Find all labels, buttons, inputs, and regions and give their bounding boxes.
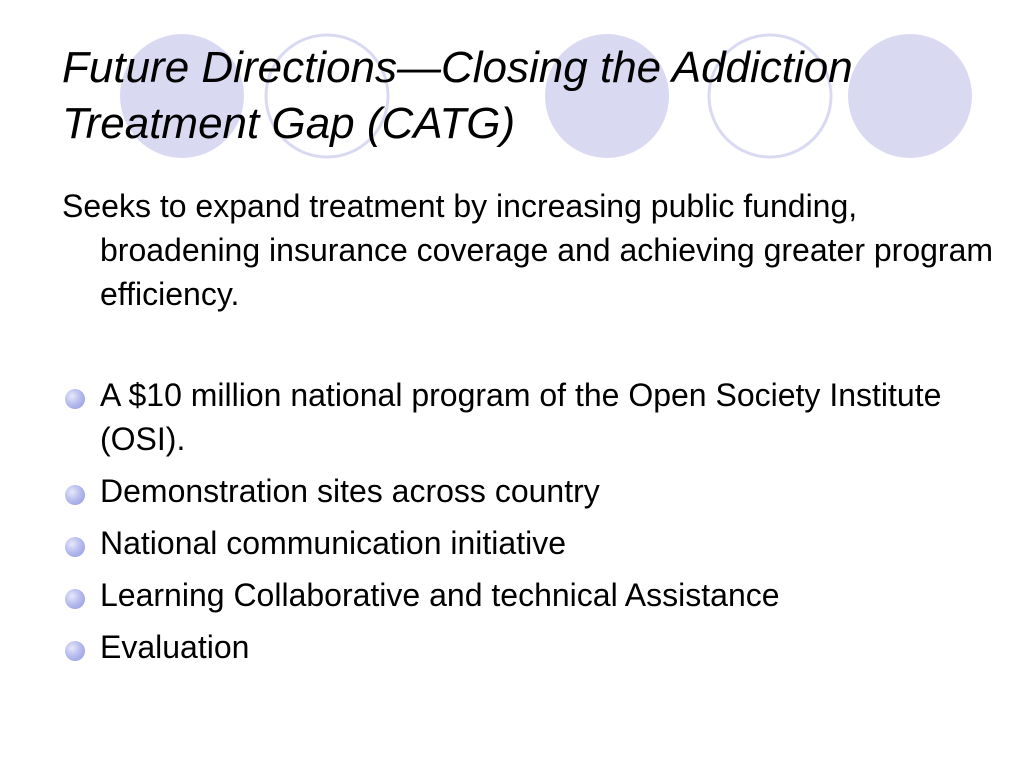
bullet-icon <box>65 537 85 557</box>
bullet-icon <box>65 641 85 661</box>
slide-title-line: Future Directions—Closing the Addiction <box>62 43 853 92</box>
bullet-item <box>62 521 1002 565</box>
bullet-icon <box>65 389 85 409</box>
bullet-item <box>62 625 1002 669</box>
intro-paragraph: Seeks to expand treatment by increasing public funding, broadening insurance coverage and achieving greater program efficiency. <box>62 188 994 312</box>
bullet-icon <box>65 589 85 609</box>
bullet-text: Evaluation <box>100 629 250 665</box>
bullet-text: Demonstration sites across country <box>100 473 600 509</box>
bullet-item <box>62 373 1002 461</box>
slide-title <box>62 40 1002 152</box>
slide-title-line: Treatment Gap (CATG) <box>62 99 516 148</box>
bullet-item <box>62 469 1002 513</box>
bullet-icon <box>65 485 85 505</box>
bullet-item <box>62 573 1002 617</box>
bullet-list <box>62 373 1002 677</box>
bullet-text: Learning Collaborative and technical Assistance <box>100 577 780 613</box>
bullet-text: A $10 million national program of the Open Society Institute (OSI). <box>100 377 942 457</box>
bullet-text: National communication initiative <box>100 525 566 561</box>
